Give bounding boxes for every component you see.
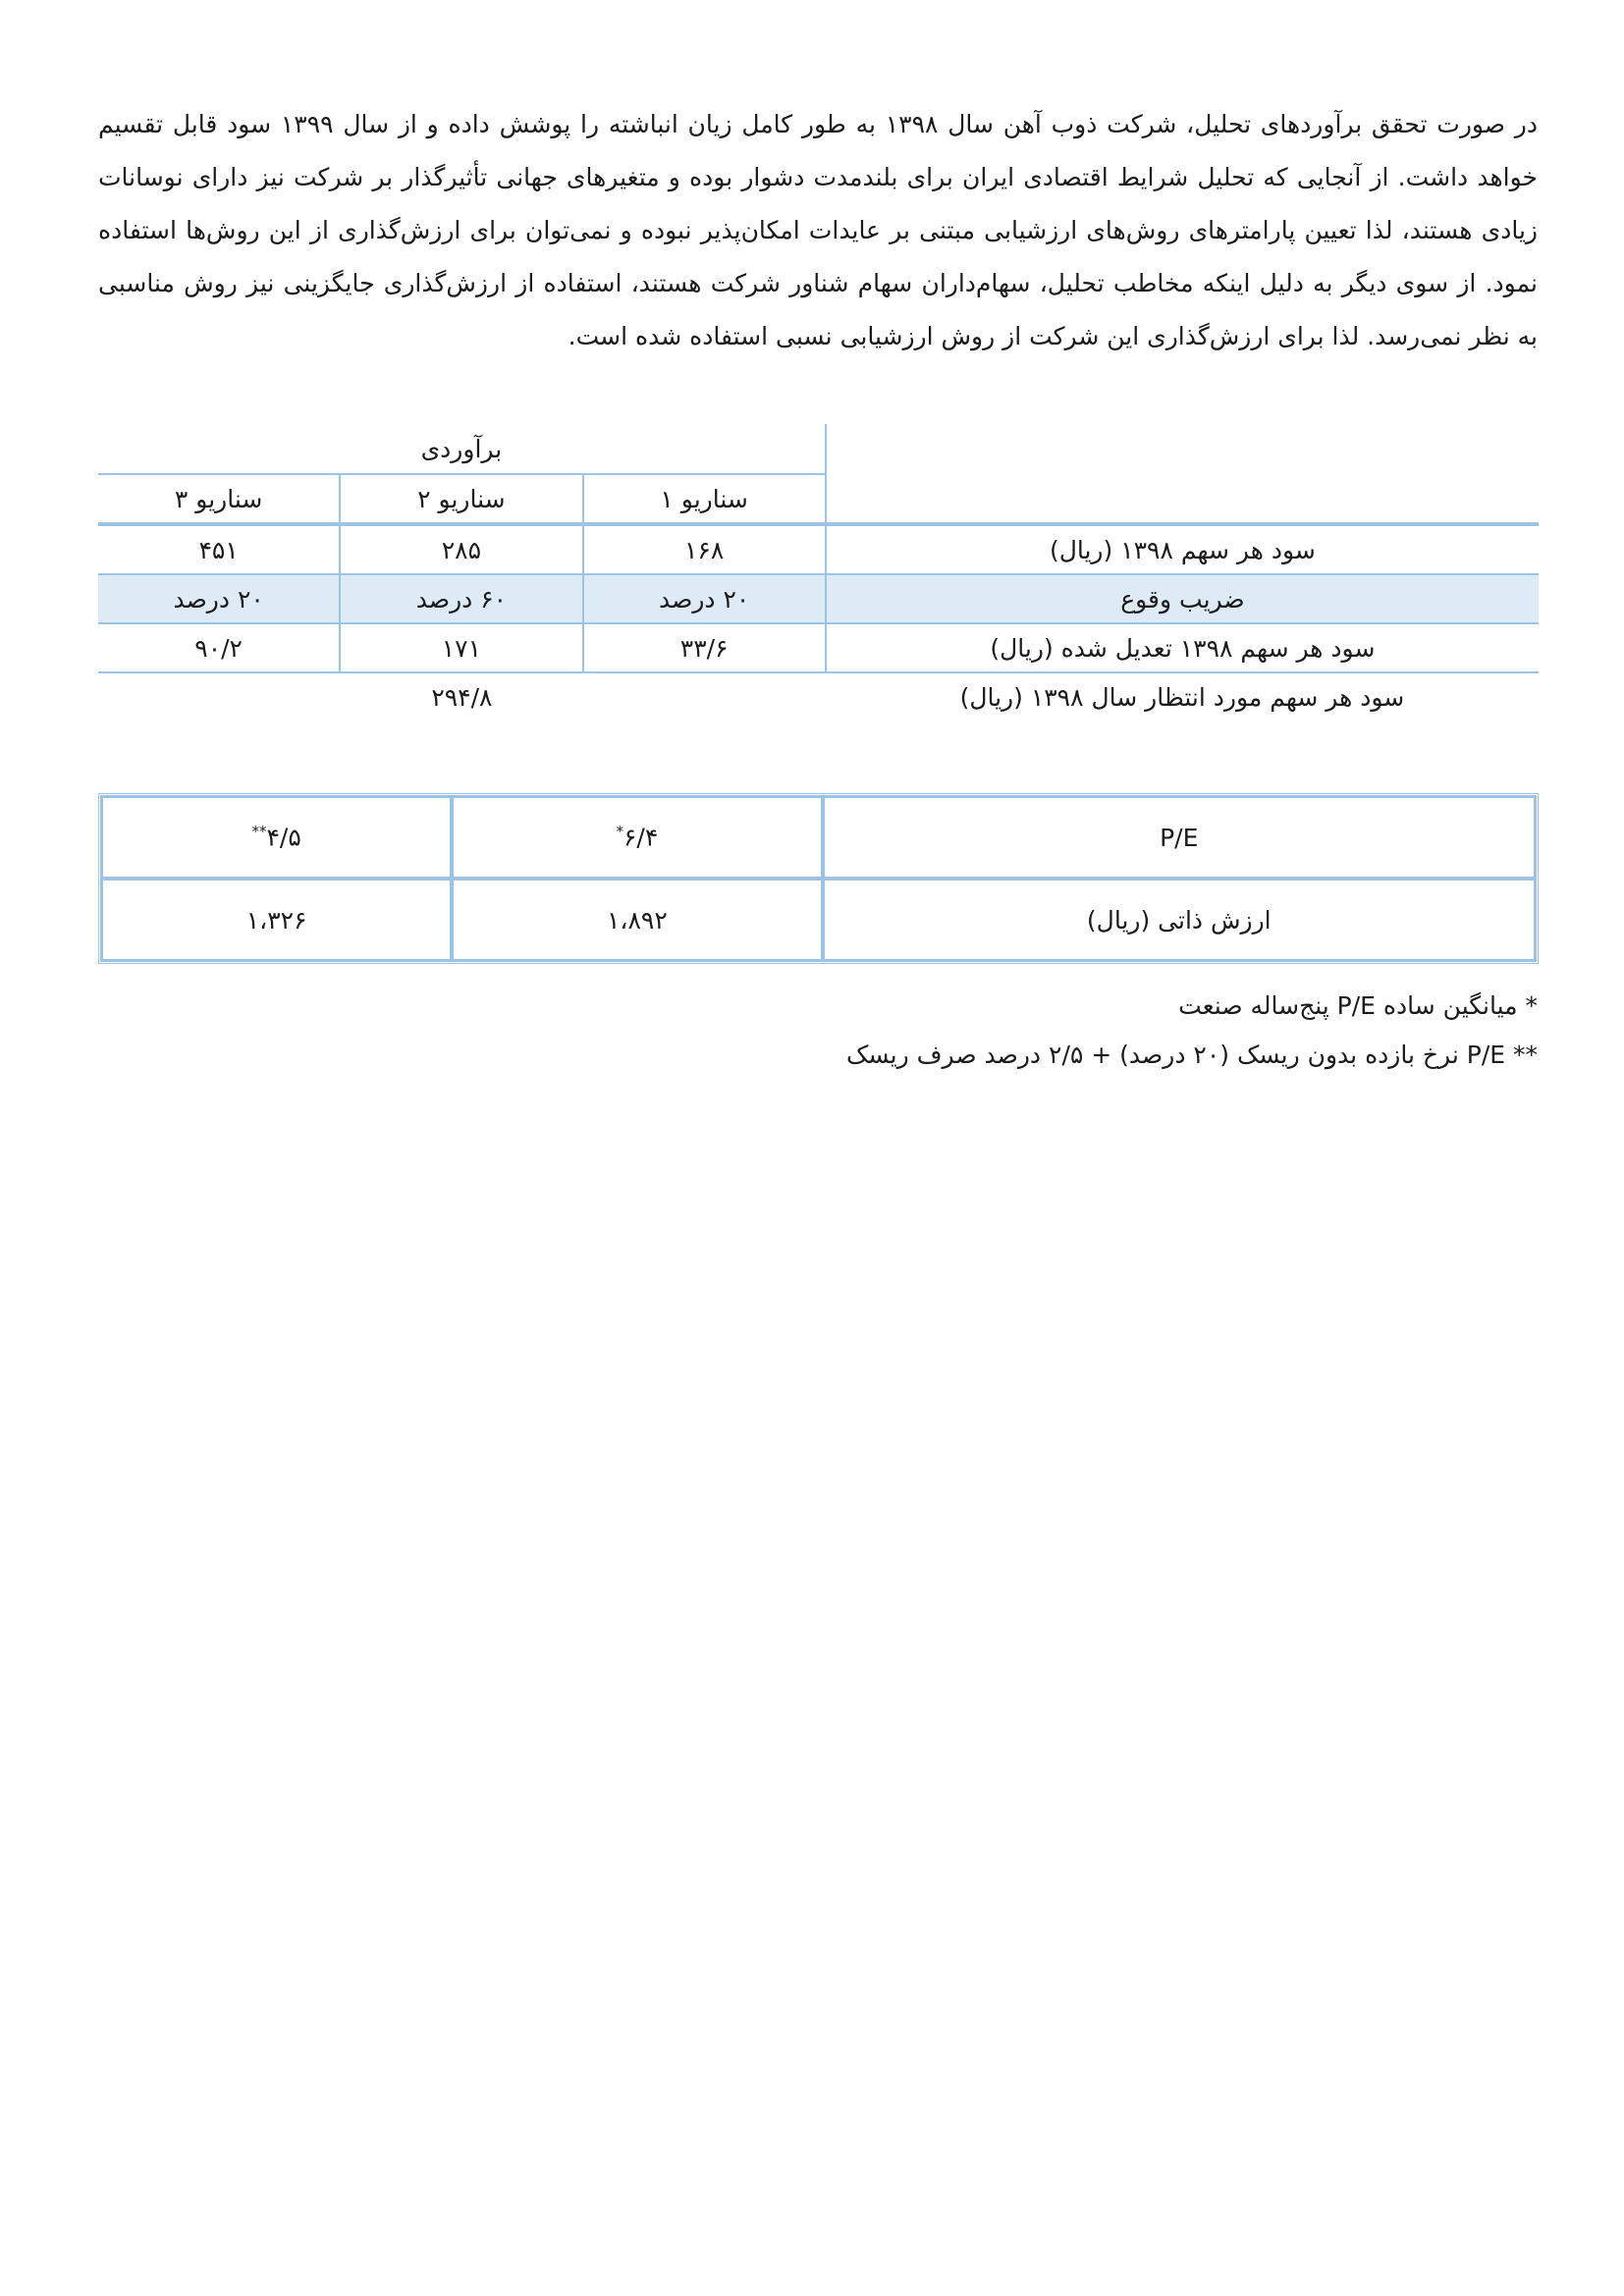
body-line-4: نمی‌توان برای ارزش‌گذاری از این روش‌ها استفاده نمود. از سوی دیگر به دلیل اینکه مخاطب تحلیل، سهام‌داران سهام شناور bbox=[98, 216, 1538, 297]
pe-value-2 bbox=[101, 796, 452, 879]
table-row-expected-eps bbox=[98, 672, 1539, 721]
row-value: ۲۰ درصد bbox=[98, 574, 340, 623]
footnote-1: * میانگین ساده P/E پنج‌ساله صنعت bbox=[1178, 991, 1538, 1020]
pe-mark-1: * bbox=[616, 823, 623, 841]
intrinsic-value-2: ۱،۳۲۶ bbox=[101, 879, 452, 961]
row-value: ۳۳/۶ bbox=[583, 623, 826, 672]
body-text-block bbox=[98, 98, 1538, 363]
table-row-pe bbox=[101, 796, 1536, 879]
intrinsic-label: ارزش ذاتی (ریال) bbox=[823, 879, 1536, 961]
row-value: ۱۷۱ bbox=[340, 623, 582, 672]
pe-value-1-text: ۶/۴ bbox=[623, 823, 659, 852]
scenario-2-header: سناریو ۲ bbox=[340, 474, 582, 524]
footnote-2: ** P/E نرخ بازده بدون ریسک (۲۰ درصد) + ۲/۵ درصد صرف ریسک bbox=[845, 1041, 1538, 1069]
row-label: سود هر سهم ۱۳۹۸ (ریال) bbox=[826, 524, 1539, 574]
table-row-probability bbox=[98, 574, 1539, 623]
table-row-adjusted-eps bbox=[98, 623, 1539, 672]
expected-eps-label: سود هر سهم مورد انتظار سال ۱۳۹۸ (ریال) bbox=[959, 682, 1405, 712]
estimate-group-header: برآوردی bbox=[98, 424, 826, 474]
body-line-5: شرکت هستند، استفاده از ارزش‌گذاری جایگزینی نیز روش مناسبی به نظر نمی‌رسد. لذا برای ارزش‌گذاری این شرکت از روش bbox=[98, 269, 1538, 350]
row-value: ۶۰ درصد bbox=[340, 574, 582, 623]
row-value: ۲۰ درصد bbox=[583, 574, 826, 623]
scenario-1-header: سناریو ۱ bbox=[583, 474, 826, 524]
row-label: سود هر سهم ۱۳۹۸ تعدیل شده (ریال) bbox=[826, 623, 1539, 672]
footnotes bbox=[846, 982, 1538, 1080]
pe-value-1 bbox=[452, 796, 822, 879]
row-value: ۲۸۵ bbox=[340, 524, 582, 574]
table-row-eps bbox=[98, 524, 1539, 574]
row-value: ۹۰/۲ bbox=[98, 623, 340, 672]
intrinsic-value-1: ۱،۸۹۲ bbox=[452, 879, 822, 961]
table-row-intrinsic-value bbox=[101, 879, 1536, 961]
pe-label: P/E bbox=[823, 796, 1536, 879]
body-line-1: در صورت تحقق برآوردهای تحلیل، شرکت ذوب آهن سال ۱۳۹۸ به طور کامل زیان انباشته را پوشش داده و از سال ۱۳۹۹ سود bbox=[227, 110, 1539, 138]
valuation-table bbox=[98, 793, 1539, 964]
estimate-table bbox=[98, 424, 1539, 721]
row-label: ضریب وقوع bbox=[826, 574, 1539, 623]
estimate-table-group-header-row bbox=[98, 424, 1539, 474]
pe-mark-2: ** bbox=[251, 823, 267, 841]
pe-value-2-text: ۴/۵ bbox=[266, 823, 301, 852]
body-line-3: بر شرکت نیز دارای نوسانات زیادی هستند، لذا تعیین پارامترهای روش‌های ارزشیابی مبتنی بر عایدات امکان‌پذیر نبوده و bbox=[98, 163, 1538, 244]
body-paragraph bbox=[98, 98, 1538, 363]
estimate-table-corner-cell bbox=[826, 424, 1539, 524]
row-value: ۱۶۸ bbox=[583, 524, 826, 574]
expected-eps-value: ۲۹۴/۸ bbox=[431, 682, 493, 712]
scenario-3-header: سناریو ۳ bbox=[98, 474, 340, 524]
body-line-6: ارزشیابی نسبی استفاده شده است. bbox=[568, 322, 934, 350]
body-line-2: قابل تقسیم خواهد داشت. از آنجایی که تحلیل شرایط اقتصادی ایران برای بلندمدت دشوار بوده و متغیرهای جهانی تأثیرگذار bbox=[98, 110, 1538, 191]
row-value: ۴۵۱ bbox=[98, 524, 340, 574]
